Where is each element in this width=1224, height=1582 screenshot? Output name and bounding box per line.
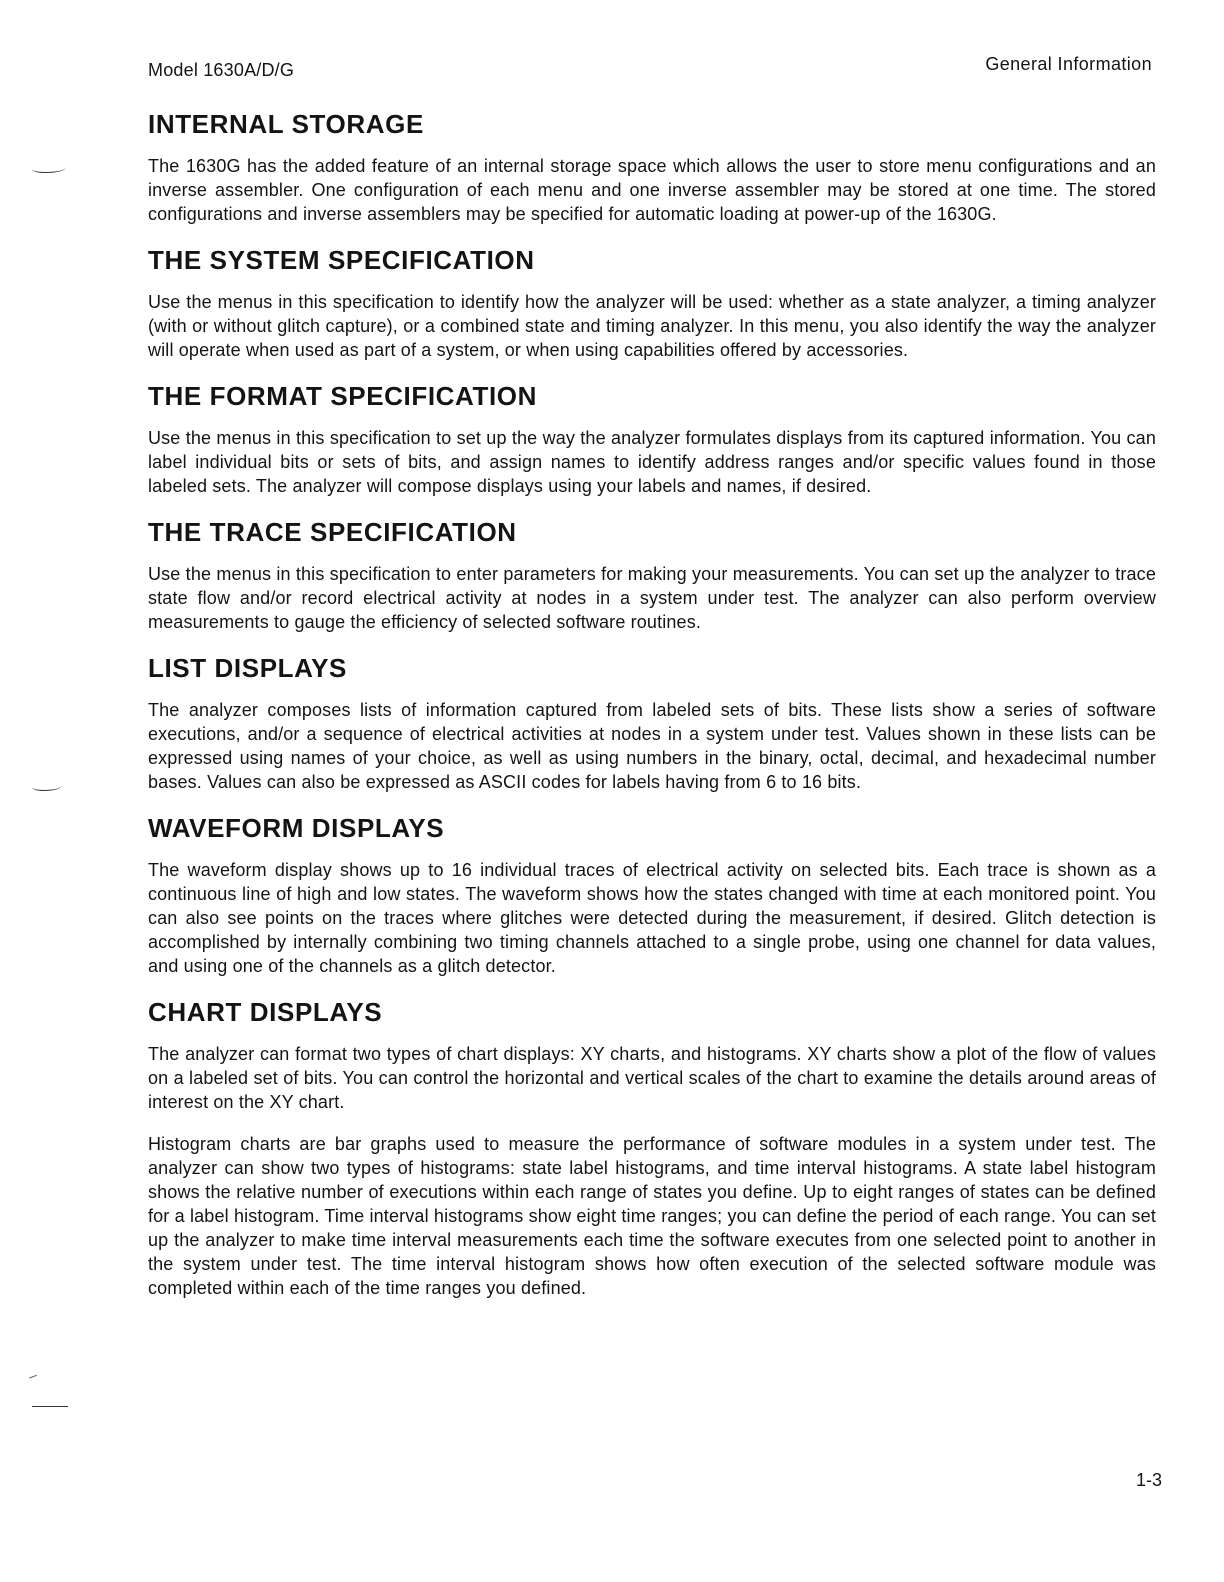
paragraph: Use the menus in this specification to set up the way the analyzer formulates displays from its captured information. You can label individual bits or sets of bits, and assign names to identify address ranges and/or specific values found in those labeled sets. The analyzer will compose displays using your labels and names, if desired. [148, 428, 1156, 496]
section-chart-displays [148, 996, 1156, 1300]
section-list-displays [148, 652, 1156, 794]
paragraph: The waveform display shows up to 16 individual traces of electrical activity on selected bits. Each trace is shown as a continuous line of high and low states. The waveform shows how the states changed with time at each monitored point. You can also see points on the traces where glitches were detected during the measurement, if desired. Glitch detection is accomplished by internally combining two timing channels attached to a single probe, using one channel for data values, and using one of the channels as a glitch detector. [148, 860, 1156, 976]
section-heading: CHART DISPLAYS [148, 997, 383, 1027]
section-heading: WAVEFORM DISPLAYS [148, 813, 445, 843]
section-heading: LIST DISPLAYS [148, 653, 347, 683]
paragraph: Histogram charts are bar graphs used to measure the performance of software modules in a system under test. The analyzer can show two types of histograms: state label histograms, and time interval histograms. A state label histogram shows the relative number of executions within each range of states you define. Up to eight ranges of states can be defined for a label histogram. Time interval histograms show eight time ranges; you can define the period of each range. You can set up the analyzer to make time interval measurements each time the software executes from one selected point to another in the system under test. The time interval histogram shows how often execution of the selected software module was completed within each of the time ranges you defined. [148, 1134, 1156, 1298]
paragraph: The 1630G has the added feature of an internal storage space which allows the user to store menu configurations and an inverse assembler. One configuration of each menu and one inverse assembler may be stored at one time. The stored configurations and inverse assemblers may be specified for automatic loading at power-up of the 1630G. [148, 156, 1156, 224]
section-heading: THE SYSTEM SPECIFICATION [148, 245, 535, 275]
margin-pen-mark [29, 1375, 39, 1384]
margin-pen-mark [32, 164, 66, 173]
page-number: 1-3 [1135, 1470, 1162, 1490]
margin-pen-mark [32, 1398, 68, 1407]
section-heading: INTERNAL STORAGE [148, 109, 424, 139]
paragraph: Use the menus in this specification to enter parameters for making your measurements. You can set up the analyzer to trace state flow and/or record electrical activity at nodes in a system under test. The analyzer can also perform overview measurements to gauge the efficiency of selected software routines. [148, 564, 1156, 632]
margin-pen-mark [32, 782, 62, 791]
section-format-specification [148, 380, 1156, 498]
section-internal-storage [148, 108, 1156, 226]
section-heading: THE TRACE SPECIFICATION [148, 517, 517, 547]
paragraph: The analyzer composes lists of information captured from labeled sets of bits. These lists show a series of software executions, and/or a sequence of electrical activities at nodes in a system under test. Values shown in these lists can be expressed using names of your choice, as well as using numbers in the binary, octal, decimal, and hexadecimal number bases. Values can also be expressed as ASCII codes for labels having from 6 to 16 bits. [148, 700, 1156, 792]
section-trace-specification [148, 516, 1156, 634]
page-body [148, 108, 1156, 1318]
paragraph: The analyzer can format two types of chart displays: XY charts, and histograms. XY charts show a plot of the flow of values on a labeled set of bits. You can control the horizontal and vertical scales of the chart to examine the details around areas of interest on the XY chart. [148, 1044, 1156, 1112]
paragraph: Use the menus in this specification to identify how the analyzer will be used: whether as a state analyzer, a timing analyzer (with or without glitch capture), or a combined state and timing analyzer. In this menu, you also identify the way the analyzer will operate when used as part of a system, or when using capabilities offered by accessories. [148, 292, 1156, 360]
header-model: Model 1630A/D/G [148, 60, 295, 80]
section-system-specification [148, 244, 1156, 362]
section-waveform-displays [148, 812, 1156, 978]
header-section: General Information [985, 54, 1152, 74]
section-heading: THE FORMAT SPECIFICATION [148, 381, 537, 411]
